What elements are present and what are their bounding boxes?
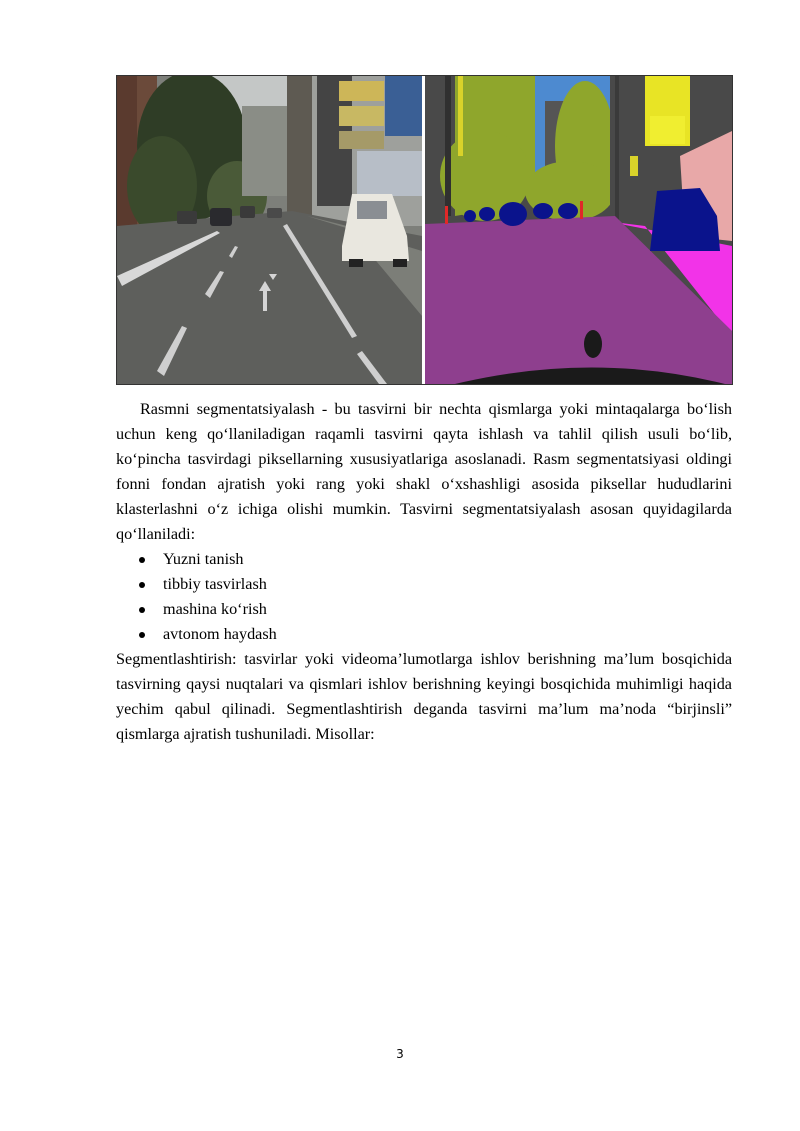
paragraph-segmentation: Segmentlashtirish: tasvirlar yoki videoma’lumotlarga ishlov berishning ma’lum bosqichida tasvirning qaysi nuqtalari va qismlari ishlov berishning keyingi bosqichida muhimligi haqida yechim qabul qilinadi. Segmentlashtirish deganda tasvirni ma’lum ma’noda “birjinsli” qismlarga ajratish tushuniladi. Misollar: xyxy=(116,650,732,743)
body-text xyxy=(116,397,732,747)
semantic-segmentation-map xyxy=(425,76,732,384)
list-item: mashina ko‘rish xyxy=(116,597,732,622)
application-list xyxy=(116,547,732,647)
list-item: tibbiy tasvirlash xyxy=(116,572,732,597)
list-item: Yuzni tanish xyxy=(116,547,732,572)
paragraph-intro: Rasmni segmentatsiyalash - bu tasvirni bir nechta qismlarga yoki mintaqalarga bo‘lish uchun keng qo‘llaniladigan raqamli tasvirni qayta ishlash va tahlil qilish usuli bo‘lib, ko‘pincha tasvirdagi piksellarning xususiyatlariga asoslanadi. Rasm segmentatsiyasi oldingi fonni fondan ajratish yoki rang yoki shakl o‘xshashligi asosida piksellar hududlarini klasterlashni o‘z ichiga olishi mumkin. Tasvirni segmentatsiyalash asosan quyidagilarda qo‘llaniladi: xyxy=(116,400,732,543)
segmentation-figure xyxy=(116,75,733,385)
page-number: 3 xyxy=(396,1047,404,1061)
list-item: avtonom haydash xyxy=(116,622,732,647)
street-photo xyxy=(117,76,422,384)
